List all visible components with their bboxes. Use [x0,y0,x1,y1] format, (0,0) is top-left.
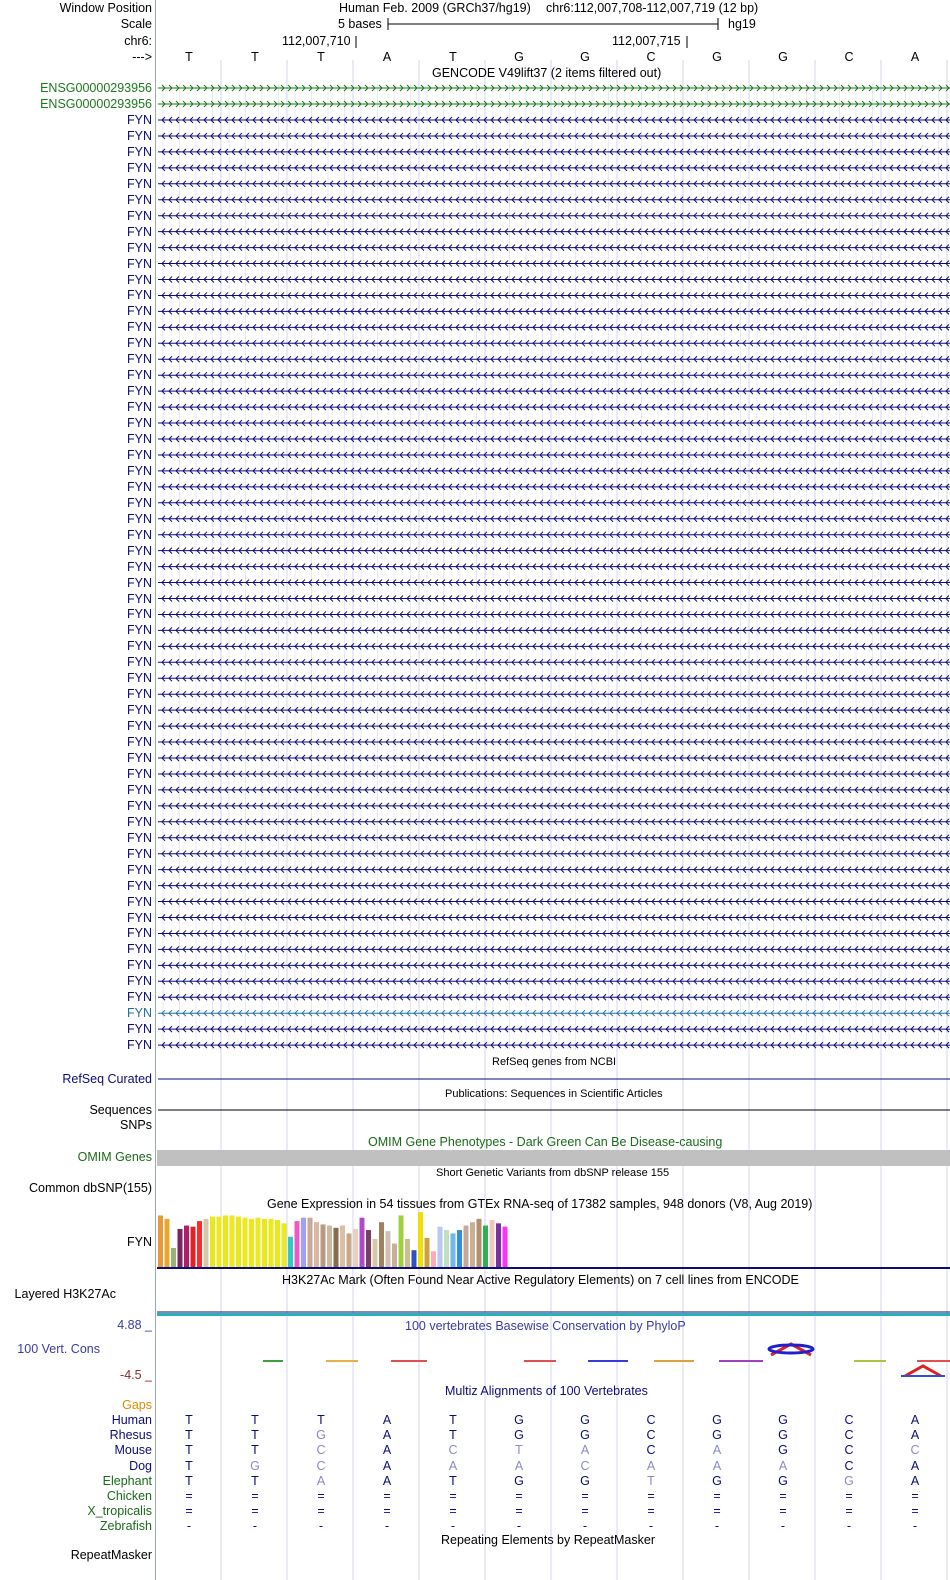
h3k27ac-band [157,1313,950,1316]
alignment-base: A [448,1458,458,1473]
genome-base: C [844,50,854,64]
gtex-bar [301,1218,306,1267]
alignment-base: T [185,1413,193,1427]
fyn-transcript-label[interactable]: FYN [127,926,152,941]
fyn-transcript-label[interactable]: FYN [127,751,152,765]
species-label[interactable]: Dog [129,1458,152,1473]
gtex-bar [184,1226,189,1267]
fyn-transcript-label[interactable]: FYN [127,320,152,335]
fyn-transcript-label[interactable]: FYN [127,368,152,383]
fyn-transcript-label[interactable]: FYN [127,208,152,223]
fyn-transcript-label[interactable]: FYN [127,942,152,957]
alignment-base: - [648,1519,654,1534]
fyn-transcript-label[interactable]: FYN [127,846,152,861]
fyn-transcript-label[interactable]: FYN [127,144,152,159]
alignment-base: T [251,1473,259,1488]
genome-base: T [251,50,259,64]
alignment-base: A [382,1428,392,1443]
alignment-base: T [317,1413,325,1427]
fyn-transcript-label[interactable]: FYN [127,910,152,925]
alignment-base: = [845,1504,853,1519]
fyn-transcript-label[interactable]: FYN [127,974,152,989]
alignment-base: C [646,1443,656,1458]
assembly-text: Human Feb. 2009 (GRCh37/hg19) [339,1,531,15]
gtex-bar [451,1233,456,1267]
scale-label: Scale [120,17,152,31]
alignment-base: = [713,1489,721,1503]
gtex-bar [373,1239,378,1267]
gtex-bar [438,1227,443,1267]
alignment-base: C [844,1413,854,1427]
fyn-transcript-label[interactable]: FYN [127,511,152,526]
position-text[interactable]: chr6:112,007,708-112,007,719 (12 bp) [546,1,759,15]
gtex-bar [262,1219,267,1267]
dbsnp-label[interactable]: Common dbSNP(155) [29,1181,152,1195]
alignment-base: = [911,1489,919,1503]
alignment-base: G [316,1428,326,1443]
gtex-bar [444,1230,449,1267]
fyn-transcript-label[interactable]: FYN [127,1022,152,1037]
alignment-base: T [185,1458,193,1473]
alignment-base: A [382,1443,392,1458]
fyn-transcript-label[interactable]: FYN [127,352,152,367]
fyn-transcript-label[interactable]: FYN [127,655,152,670]
alignment-base: A [316,1473,326,1488]
alignment-base: = [647,1504,655,1519]
sequences-label[interactable]: Sequences [89,1103,152,1117]
gtex-bar [496,1223,501,1267]
species-label[interactable]: Zebrafish [99,1519,152,1534]
conservation-mark [263,1360,283,1362]
alignment-base: A [712,1458,722,1473]
alignment-base: G [514,1473,524,1488]
alignment-base: A [910,1428,920,1443]
alignment-base: = [515,1489,523,1503]
conservation-mark [854,1360,886,1362]
gtex-bar [230,1215,235,1267]
fyn-transcript-label[interactable]: FYN [127,878,152,893]
alignment-base: = [647,1489,655,1503]
fyn-transcript-label[interactable]: FYN [127,176,152,191]
alignment-base: T [251,1413,259,1427]
species-label[interactable]: Chicken [106,1489,152,1503]
alignment-base: C [844,1458,854,1473]
fyn-transcript-label[interactable]: FYN [127,527,152,542]
gtex-bar [347,1233,352,1267]
alignment-base: C [646,1428,656,1443]
coord-b: 112,007,715 [612,34,681,48]
conservation-title: 100 vertebrates Basewise Conservation by PhyloP [405,1319,686,1333]
fyn-transcript-label[interactable]: FYN [127,607,152,622]
gtex-bar [308,1218,313,1267]
gtex-bar [314,1222,319,1267]
alignment-base: = [713,1504,721,1519]
conservation-max: 4.88 _ [117,1318,152,1332]
fyn-transcript-label[interactable]: FYN [127,479,152,494]
genome-base: T [449,50,457,64]
fyn-transcript-label[interactable]: FYN [127,432,152,446]
fyn-transcript-label[interactable]: FYN [127,703,152,718]
fyn-transcript-label[interactable]: FYN [127,814,152,829]
conservation-mark [326,1360,358,1362]
alignment-base: C [844,1428,854,1443]
genome-base: A [910,50,920,64]
fyn-transcript-label[interactable]: FYN [127,256,152,271]
gtex-bar [425,1238,430,1267]
gaps-label: Gaps [122,1398,152,1412]
omim-label[interactable]: OMIM Genes [77,1150,152,1164]
gtex-bar [158,1215,163,1267]
gtex-bar [275,1220,280,1267]
fyn-transcript-label[interactable]: FYN [127,782,152,797]
alignment-base: = [185,1489,193,1503]
gtex-bar [386,1231,391,1267]
alignment-base: - [318,1519,324,1534]
gtex-bar [340,1226,345,1267]
conservation-mark [917,1360,950,1362]
species-label[interactable]: Human [111,1413,152,1427]
gtex-bar [223,1215,228,1267]
alignment-base: G [778,1473,788,1488]
conservation-logo-g [769,1345,813,1353]
fyn-transcript-label[interactable]: FYN [127,798,152,813]
species-label[interactable]: Rhesus [109,1428,152,1443]
gtex-bar [412,1250,417,1267]
gtex-bar [269,1219,274,1267]
alignment-base: = [317,1489,325,1503]
gtex-bar [249,1219,254,1267]
alignment-base: G [712,1428,722,1443]
fyn-transcript-label[interactable]: FYN [127,575,152,590]
alignment-base: - [714,1519,720,1534]
gtex-title: Gene Expression in 54 tissues from GTEx RNA-seq of 17382 samples, 948 donors (V8, Aug 2019) [267,1197,813,1211]
alignment-base: = [845,1489,853,1503]
fyn-transcript-label[interactable]: FYN [127,288,152,303]
alignment-base: G [580,1428,590,1443]
alignment-base: C [580,1458,590,1473]
fyn-transcript-label[interactable]: FYN [127,766,152,781]
repeatmasker-label[interactable]: RepeatMasker [70,1548,152,1562]
gtex-bar [503,1227,508,1267]
gtex-bar [418,1212,423,1267]
fyn-transcript-label[interactable]: FYN [127,830,152,845]
alignment-base: - [186,1519,192,1534]
alignment-base: = [911,1504,919,1519]
alignment-base: A [910,1458,920,1473]
genome-base: T [317,50,325,64]
genome-base: A [382,50,392,64]
omim-bar [157,1150,950,1166]
conservation-mark [588,1360,628,1362]
gtex-bar [295,1221,300,1267]
fyn-transcript-label[interactable]: FYN [127,224,152,239]
alignment-base: = [317,1504,325,1519]
fyn-transcript-label[interactable]: FYN [127,639,152,654]
gtex-bar [392,1243,397,1267]
gencode-title: GENCODE V49lift37 (2 items filtered out) [432,66,662,80]
fyn-transcript-label[interactable]: FYN [127,559,152,574]
conservation-min: -4.5 _ [120,1368,152,1382]
fyn-transcript-label[interactable]: FYN [127,862,152,877]
scale-text: 5 bases [338,17,382,31]
fyn-transcript-label[interactable]: FYN [127,192,152,207]
alignment-base: - [384,1519,390,1534]
fyn-transcript-label[interactable]: FYN [127,543,152,558]
fyn-transcript-label[interactable]: FYN [127,1006,152,1021]
alignment-base: T [449,1473,457,1488]
alignment-base: T [185,1473,193,1488]
fyn-transcript-label[interactable]: FYN [127,304,152,319]
alignment-base: = [383,1504,391,1519]
alignment-base: A [382,1458,392,1473]
alignment-base: C [316,1458,326,1473]
species-label[interactable]: Elephant [102,1473,152,1488]
coord-a: 112,007,710 [282,34,351,48]
gtex-bar [171,1248,176,1267]
fyn-transcript-label[interactable]: FYN [127,735,152,750]
fyn-transcript-label[interactable]: FYN [127,160,152,175]
alignment-base: = [779,1504,787,1519]
gtex-label[interactable]: FYN [127,1235,152,1249]
alignment-base: A [910,1473,920,1488]
fyn-transcript-label[interactable]: FYN [127,447,152,462]
alignment-base: G [778,1443,788,1458]
alignment-base: A [646,1458,656,1473]
alignment-base: C [646,1413,656,1427]
gtex-bar [217,1217,222,1267]
alignment-base: - [450,1519,456,1534]
fyn-transcript-label[interactable]: FYN [127,1038,152,1053]
alignment-base: = [449,1489,457,1503]
gtex-bar [360,1218,365,1267]
ensg-gene-label[interactable]: ENSG00000293956 [40,81,152,95]
fyn-transcript-label[interactable]: FYN [127,128,152,143]
genome-base: T [185,50,193,64]
alignment-base: T [647,1473,655,1488]
fyn-transcript-label[interactable]: FYN [127,336,152,351]
conservation-mark [391,1360,427,1362]
conservation-logo-bar [901,1375,945,1377]
gtex-bar [178,1229,183,1267]
fyn-transcript-label[interactable]: FYN [127,113,152,127]
genome-base: G [712,50,722,64]
alignment-base: G [250,1458,260,1473]
genome-base: C [646,50,656,64]
alignment-base: A [382,1413,392,1427]
gtex-bar [204,1219,209,1267]
gtex-bar [379,1222,384,1267]
alignment-base: = [251,1504,259,1519]
gtex-bar [288,1237,293,1267]
window-position-label: Window Position [59,1,152,15]
alignment-base: G [514,1413,524,1427]
label-separator [155,0,156,1580]
alignment-base: = [449,1504,457,1519]
fyn-transcript-label[interactable]: FYN [127,990,152,1005]
alignment-base: T [251,1443,259,1458]
alignment-base: A [778,1458,788,1473]
chrom-label: chr6: [124,34,152,48]
alignment-base: T [251,1428,259,1443]
gtex-bar [464,1226,469,1267]
gtex-bar [399,1215,404,1267]
refseq-title: RefSeq genes from NCBI [492,1056,617,1068]
gtex-bar [165,1219,170,1267]
fyn-transcript-label[interactable]: FYN [127,240,152,255]
species-label[interactable]: X_tropicalis [87,1504,152,1519]
alignment-base: = [581,1489,589,1503]
publications-title: Publications: Sequences in Scientific Articles [445,1088,663,1100]
genome-base: G [514,50,524,64]
dbsnp-title: Short Genetic Variants from dbSNP release 155 [436,1167,670,1179]
gtex-bar [353,1229,358,1267]
alignment-base: A [382,1473,392,1488]
alignment-base: G [514,1428,524,1443]
alignment-base: = [581,1504,589,1519]
fyn-transcript-label[interactable]: FYN [127,463,152,478]
alignment-base: G [712,1473,722,1488]
genome-base: G [778,50,788,64]
gtex-bar [210,1217,215,1267]
gtex-bar [490,1220,495,1267]
multiz-title: Multiz Alignments of 100 Vertebrates [445,1384,648,1398]
fyn-transcript-label[interactable]: FYN [127,671,152,686]
alignment-base: - [846,1519,852,1534]
gtex-bar [243,1218,248,1267]
fyn-transcript-label[interactable]: FYN [127,591,152,606]
alignment-base: T [449,1413,457,1427]
alignment-base: - [912,1519,918,1534]
fyn-transcript-label[interactable]: FYN [127,495,152,510]
h3k27ac-title: H3K27Ac Mark (Often Found Near Active Regulatory Elements) on 7 cell lines from ENCODE [282,1273,799,1287]
alignment-base: A [712,1443,722,1458]
gtex-bar [236,1217,241,1267]
fyn-transcript-label[interactable]: FYN [127,416,152,431]
snps-label[interactable]: SNPs [120,1118,152,1132]
alignment-base: G [712,1413,722,1427]
gtex-bar [256,1218,261,1267]
gtex-bar [321,1224,326,1267]
gtex-bar [477,1219,482,1267]
gtex-bar [197,1221,202,1267]
alignment-base: T [449,1428,457,1443]
alignment-base: - [252,1519,258,1534]
scale-db: hg19 [728,17,756,31]
gtex-bar [457,1230,462,1267]
alignment-base: T [515,1443,523,1458]
fyn-transcript-label[interactable]: FYN [127,400,152,415]
ensg-gene-label[interactable]: ENSG00000293956 [40,97,152,111]
genome-base: G [580,50,590,64]
alignment-base: - [780,1519,786,1534]
alignment-base: - [582,1519,588,1534]
conservation-logo-a2 [905,1366,941,1376]
h3k27ac-label[interactable]: Layered H3K27Ac [14,1287,116,1301]
fyn-transcript-label[interactable]: FYN [127,958,152,973]
omim-title: OMIM Gene Phenotypes - Dark Green Can Be Disease-causing [368,1135,723,1149]
alignment-base: G [580,1413,590,1427]
fyn-transcript-label[interactable]: FYN [127,719,152,734]
repeatmasker-title: Repeating Elements by RepeatMasker [441,1533,656,1547]
refseq-label[interactable]: RefSeq Curated [62,1072,152,1086]
species-label[interactable]: Mouse [114,1443,152,1458]
gtex-bar [431,1251,436,1267]
alignment-base: C [316,1443,326,1458]
conservation-mark [654,1360,694,1362]
alignment-base: - [516,1519,522,1534]
alignment-base: C [910,1443,920,1458]
alignment-base: T [185,1428,193,1443]
alignment-base: G [580,1473,590,1488]
gtex-bar [405,1239,410,1267]
alignment-base: = [383,1489,391,1503]
fyn-transcript-label[interactable]: FYN [127,687,152,702]
alignment-base: = [779,1489,787,1503]
conservation-mark [524,1360,556,1362]
alignment-base: T [185,1443,193,1458]
gtex-bar [470,1222,475,1267]
gtex-bar [483,1226,488,1267]
gtex-bar [282,1223,287,1267]
alignment-base: G [844,1473,854,1488]
conservation-label[interactable]: 100 Vert. Cons [17,1342,100,1356]
fyn-transcript-label[interactable]: FYN [127,272,152,287]
alignment-base: G [778,1428,788,1443]
alignment-base: = [251,1489,259,1503]
alignment-base: G [778,1413,788,1427]
conservation-mark [719,1360,763,1362]
alignment-base: A [580,1443,590,1458]
fyn-transcript-label[interactable]: FYN [127,384,152,399]
alignment-base: C [844,1443,854,1458]
fyn-transcript-label[interactable]: FYN [127,623,152,638]
alignment-base: C [448,1443,458,1458]
gtex-bar [334,1228,339,1267]
alignment-base: A [910,1413,920,1427]
strand-label[interactable]: ---> [132,50,152,64]
alignment-base: = [185,1504,193,1519]
gtex-bar [191,1227,196,1267]
alignment-base: A [514,1458,524,1473]
fyn-transcript-label[interactable]: FYN [127,894,152,909]
alignment-base: = [515,1504,523,1519]
gtex-bar [366,1230,371,1267]
gtex-bar [327,1226,332,1267]
